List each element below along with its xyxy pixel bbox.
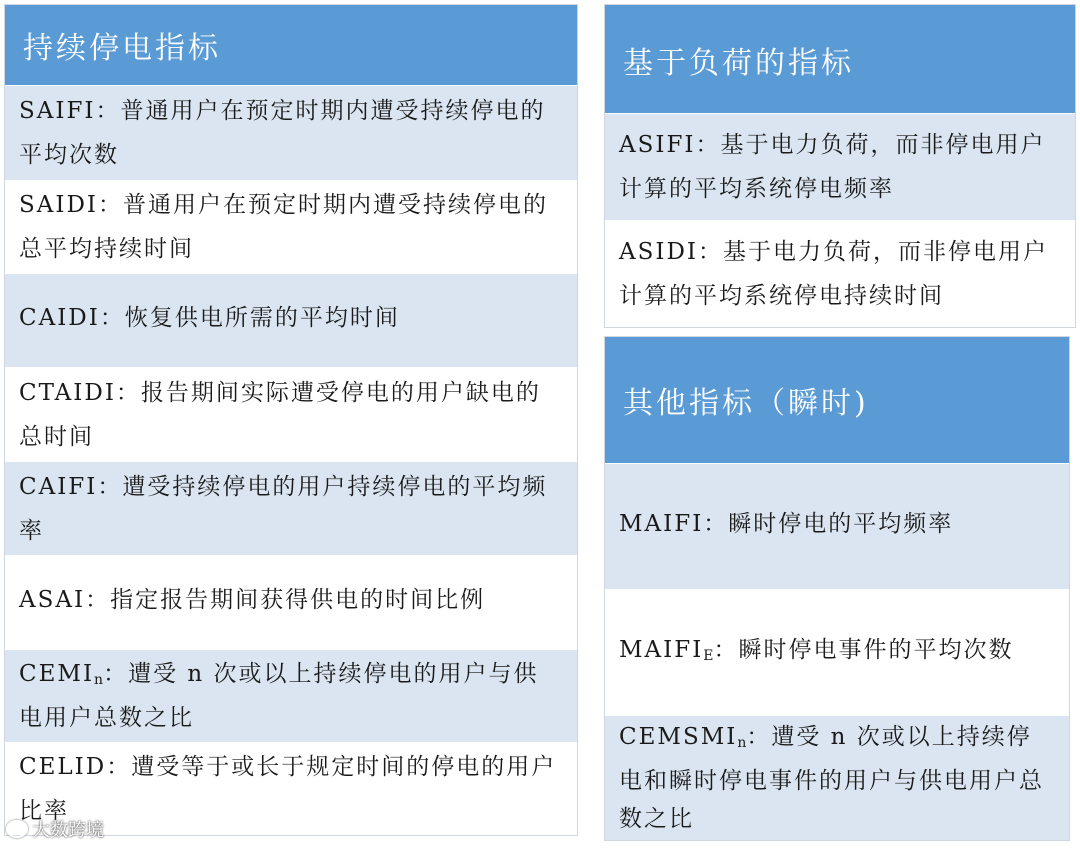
indicator-row-maifi-e <box>605 589 1069 715</box>
momentary-panel <box>604 336 1070 841</box>
indicator-row-cemi <box>5 649 577 742</box>
indicator-desc: ：指定报告期间获得供电的时间比例 <box>85 586 486 613</box>
indicator-desc: ：基于电力负荷，而非停电用户计算的平均系统停电持续时间 <box>619 239 1048 309</box>
indicator-row-asifi <box>605 113 1075 220</box>
indicator-desc: ：瞬时停电事件的平均次数 <box>713 636 1014 663</box>
indicator-row-asai <box>5 555 577 649</box>
indicator-desc: ：瞬时停电的平均频率 <box>703 510 954 537</box>
indicator-abbr: CTAIDI <box>19 379 116 406</box>
indicator-abbr: SAIFI <box>19 98 96 124</box>
watermark-logo-icon <box>6 820 28 838</box>
indicator-abbr: MAIFI <box>619 510 704 537</box>
watermark-text: 大数跨境 <box>32 820 104 841</box>
indicator-desc: ：普通用户在预定时期内遭受持续停电的平均次数 <box>19 98 546 168</box>
indicator-abbr: ASAI <box>19 586 86 613</box>
indicator-desc: ：遭受等于或长于规定时间的停电的用户比率 <box>19 754 557 824</box>
sustained-outage-title: 持续停电指标 <box>5 5 577 85</box>
indicator-row-ctaidi <box>5 367 577 461</box>
indicator-sub: E <box>703 647 714 664</box>
indicator-row-asidi <box>605 220 1075 327</box>
indicator-row-saifi <box>5 85 577 180</box>
indicator-row-maifi <box>605 463 1069 589</box>
sustained-outage-panel <box>4 4 578 836</box>
indicator-row-cemsmi <box>605 715 1069 840</box>
indicator-row-caifi <box>5 461 577 555</box>
watermark <box>6 816 104 842</box>
indicator-abbr: ASIDI <box>619 239 698 265</box>
indicator-desc: ：恢复供电所需的平均时间 <box>99 304 400 331</box>
indicator-desc: ：报告期间实际遭受停电的用户缺电的总时间 <box>19 379 541 450</box>
indicator-abbr: MAIFI <box>619 636 704 663</box>
indicator-desc: ：普通用户在预定时期内遭受持续停电的总平均持续时间 <box>19 192 548 262</box>
indicator-row-caidi <box>5 273 577 367</box>
indicator-abbr: CELID <box>19 754 107 780</box>
indicator-abbr: CEMI <box>19 661 95 687</box>
indicator-abbr: ASIFI <box>619 132 696 158</box>
indicator-desc: ：基于电力负荷，而非停电用户计算的平均系统停电频率 <box>619 132 1046 202</box>
indicator-desc: ：遭受 n 次或以上持续停电的用户与供电用户总数之比 <box>19 661 539 731</box>
indicator-desc: ：遭受 n 次或以上持续停电和瞬时停电事件的用户与供电用户总数之比 <box>619 724 1044 832</box>
indicator-abbr: CAIDI <box>19 304 100 331</box>
indicator-desc: ：遭受持续停电的用户持续停电的平均频率 <box>19 473 548 544</box>
indicator-abbr: CEMSMI <box>619 724 738 750</box>
indicator-sub: n <box>94 672 104 688</box>
load-based-title: 基于负荷的指标 <box>605 5 1075 113</box>
indicator-abbr: CAIFI <box>19 473 98 500</box>
load-based-panel <box>604 4 1076 328</box>
momentary-title: 其他指标（瞬时) <box>605 337 1069 463</box>
indicator-sub: n <box>737 735 747 751</box>
indicator-abbr: SAIDI <box>19 192 98 218</box>
indicator-row-saidi <box>5 180 577 273</box>
